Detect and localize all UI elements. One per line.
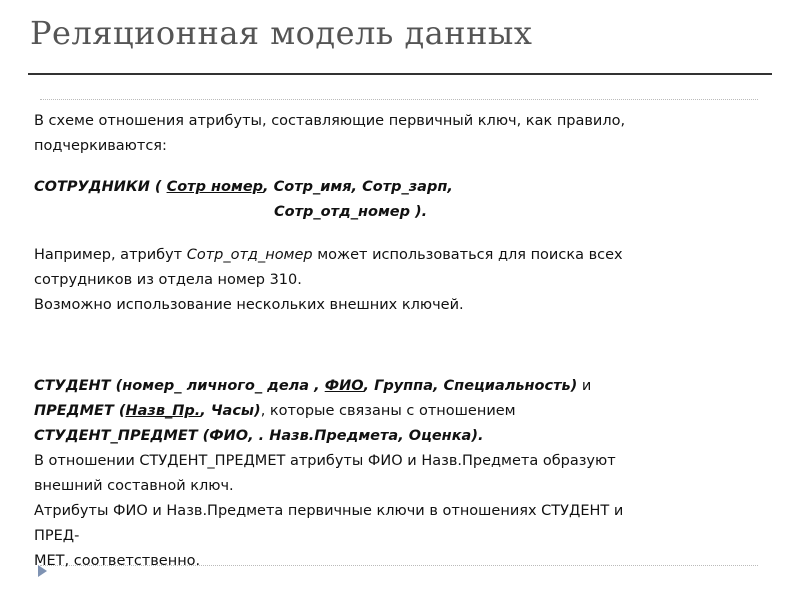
dotted-divider-bottom	[40, 565, 758, 566]
block3-line-6: Атрибуты ФИО и Назв.Предмета первичные ключи в отношениях СТУДЕНТ и	[34, 503, 624, 519]
block3-line-8: МЕТ, соответственно.	[34, 553, 201, 569]
block3-line-4: В отношении СТУДЕНТ_ПРЕДМЕТ атрибуты ФИО и Назв.Предмета образуют	[34, 453, 616, 469]
rel1-primary-key: Сотр номер	[166, 179, 264, 195]
rel1-rest: , Сотр_имя, Сотр_зарп,	[263, 179, 453, 195]
intro-paragraph	[34, 109, 754, 159]
block3-line-5: внешний составной ключ.	[34, 478, 234, 494]
block3-line-7: ПРЕД-	[34, 528, 80, 544]
para2-line-2: сотрудников из отдела номер 310.	[34, 272, 302, 288]
para2-pre: Например, атрибут	[34, 247, 187, 263]
intro-line-1: В схеме отношения атрибуты, составляющие первичный ключ, как правило,	[34, 113, 626, 129]
para2-attribute: Сотр_отд_номер	[186, 247, 313, 263]
example-paragraph	[34, 243, 754, 318]
triangle-arrow-right-icon	[38, 565, 47, 577]
title-underline	[28, 73, 772, 75]
subject-open: ПРЕДМЕТ (	[34, 403, 126, 419]
rel1-line-2: Сотр_отд_номер ).	[274, 204, 428, 220]
student-key: ФИО	[324, 378, 364, 394]
linked-text: , которые связаны с отношением	[260, 403, 516, 419]
slide-title: Реляционная модель данных	[30, 14, 533, 52]
subject-key: Назв_Пр.	[125, 403, 201, 419]
student-open: СТУДЕНТ (номер_ личного_ дела ,	[34, 378, 325, 394]
student-rest: , Группа, Специальность)	[363, 378, 578, 394]
relation-employees	[34, 175, 754, 225]
slide-content	[34, 109, 754, 574]
student-subject-relation: СТУДЕНТ_ПРЕДМЕТ (ФИО, . Назв.Предмета, Оценка).	[34, 428, 484, 444]
para2-post: может использоваться для поиска всех	[312, 247, 623, 263]
dotted-divider-top	[40, 99, 758, 100]
student-subject-block	[34, 374, 754, 574]
para2-line-3: Возможно использование нескольких внешних ключей.	[34, 297, 464, 313]
intro-line-2: подчеркиваются:	[34, 138, 167, 154]
subject-rest: , Часы)	[200, 403, 261, 419]
rel1-open: СОТРУДНИКИ (	[34, 179, 167, 195]
and-word: и	[577, 378, 592, 394]
